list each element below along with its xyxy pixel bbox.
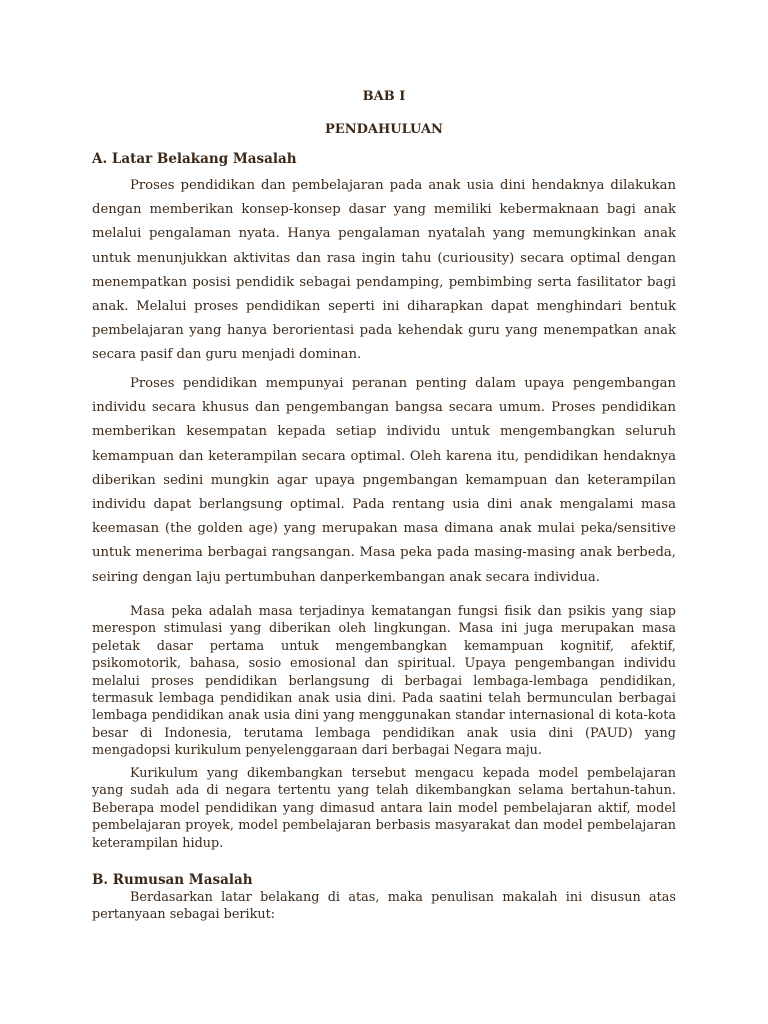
section-b-heading: B. Rumusan Masalah xyxy=(92,872,253,888)
section-a-paragraph-4: Kurikulum yang dikembangkan tersebut mengacu kepada model pembelajaran yang sudah ada di negara tertentu yang telah dikembangkan selama bertahun-tahun. Beberapa model pendidikan yang dimasud antara lain model pembelajaran aktif, model pembelajaran proyek, model pembelajaran berbasis masyarakat dan model pembelajaran keterampilan hidup. xyxy=(92,766,676,851)
section-b-paragraph-1: Berdasarkan latar belakang di atas, maka penulisan makalah ini disusun atas pertanyaan sebagai berikut: xyxy=(92,890,676,923)
section-a-heading: A. Latar Belakang Masalah xyxy=(92,151,297,167)
section-a-paragraph-3: Masa peka adalah masa terjadinya kematangan fungsi fisik dan psikis yang siap merespon stimulasi yang diberikan oleh lingkungan. Masa ini juga merupakan masa peletak dasar pertama untuk mengembangkan kemampuan kognitif, afektif, psikomotorik, bahasa, sosio emosional dan spiritual. Upaya pengembangan individu melalui proses pendidikan berlangsung di berbagai lembaga-lembaga pendidikan, termasuk lembaga pendidikan anak usia dini. Pada saatini telah bermunculan berbagai lembaga pendidikan anak usia dini yang menggunakan standar internasional di kota-kota besar di Indonesia, terutama lembaga pendidikan anak usia dini (PAUD) yang mengadopsi kurikulum penyelenggaraan dari berbagai Negara maju. xyxy=(92,604,676,759)
section-a-paragraph-1: Proses pendidikan dan pembelajaran pada anak usia dini hendaknya dilakukan dengan memberikan konsep-konsep dasar yang memiliki kebermaknaan bagi anak melalui pengalaman nyata. Hanya pengalaman nyatalah yang memungkinkan anak untuk menunjukkan aktivitas dan rasa ingin tahu (curiousity) secara optimal dengan menempatkan posisi pendidik sebagai pendamping, pembimbing serta fasilitator bagi anak. Melalui proses pendidikan seperti ini diharapkan dapat menghindari bentuk pembelajaran yang hanya berorientasi pada kehendak guru yang menempatkan anak secara pasif dan guru menjadi dominan. xyxy=(92,178,676,363)
section-a-paragraph-2: Proses pendidikan mempunyai peranan penting dalam upaya pengembangan individu secara khusus dan pengembangan bangsa secara umum. Proses pendidikan memberikan kesempatan kepada setiap individu untuk mengembangkan seluruh kemampuan dan keterampilan secara optimal. Oleh karena itu, pendidikan hendaknya diberikan sedini mungkin agar upaya pngembangan kemampuan dan keterampilan individu dapat berlangsung optimal. Pada rentang usia dini anak mengalami masa keemasan (the golden age) yang merupakan masa dimana anak mulai peka/sensitive untuk menerima berbagai rangsangan. Masa peka pada masing-masing anak berbeda, seiring dengan laju pertumbuhan danperkembangan anak secara individua. xyxy=(92,376,676,585)
chapter-title: PENDAHULUAN xyxy=(325,122,443,137)
chapter-number: BAB I xyxy=(362,89,406,104)
